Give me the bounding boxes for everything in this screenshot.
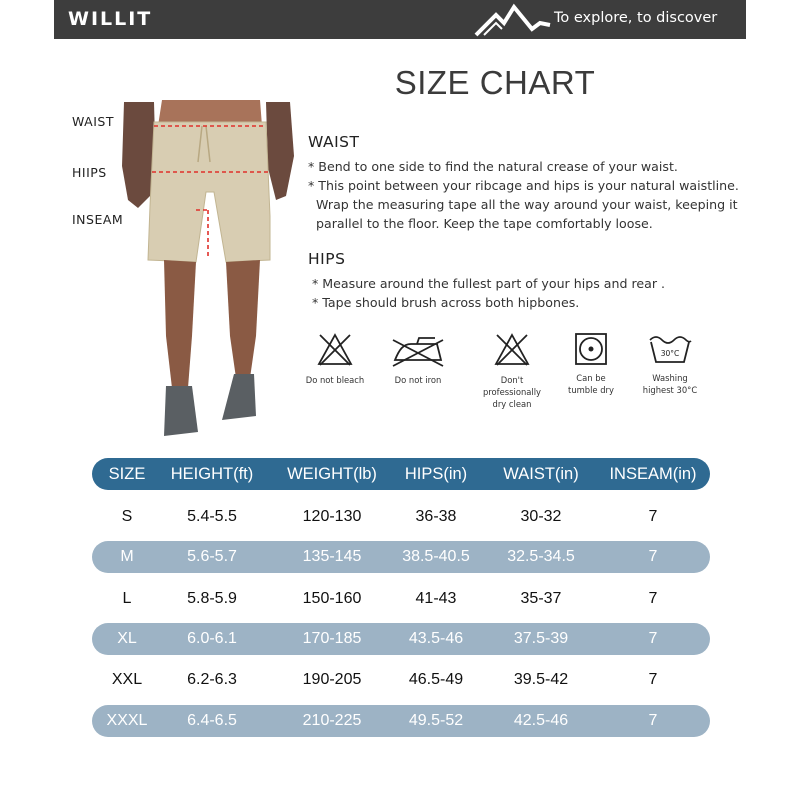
cell-size: M — [120, 548, 134, 565]
care-tumble-dry — [551, 332, 631, 396]
figure-label-inseam: INSEAM — [72, 212, 124, 227]
cell-inseam: 7 — [648, 548, 658, 565]
cell-hips: 41-43 — [415, 590, 457, 607]
cell-height: 6.2-6.3 — [187, 671, 237, 688]
waist-bullet-2: * This point between your ribcage and hips is your natural waistline. — [308, 178, 739, 193]
cell-inseam: 7 — [648, 671, 658, 688]
cell-waist: 32.5-34.5 — [507, 548, 575, 565]
cell-weight: 120-130 — [302, 508, 362, 525]
cell-hips: 49.5-52 — [408, 712, 464, 729]
cell-height: 5.8-5.9 — [187, 590, 237, 607]
cell-weight: 210-225 — [302, 712, 362, 729]
care-label-wash-1: Washing — [652, 373, 688, 383]
care-label-no-dry-clean-2: dry clean — [492, 399, 532, 409]
care-label-no-bleach: Do not bleach — [305, 375, 365, 385]
cell-height: 5.6-5.7 — [187, 548, 237, 565]
cell-height: 5.4-5.5 — [187, 508, 237, 525]
care-no-bleach — [295, 332, 375, 386]
cell-size: S — [121, 508, 133, 525]
no-dry-clean-icon — [494, 332, 530, 368]
col-header-hips: HIPS(in) — [404, 465, 468, 483]
wash-temp-label: 30°C — [660, 349, 680, 358]
care-no-dry-clean — [472, 332, 552, 410]
care-no-iron — [378, 332, 458, 386]
waist-bullet-2-cont: Wrap the measuring tape all the way around your waist, keeping it — [316, 197, 738, 212]
col-header-inseam: INSEAM(in) — [609, 465, 697, 483]
cell-height: 6.4-6.5 — [187, 712, 237, 729]
hips-bullet-1: * Measure around the fullest part of your hips and rear . — [312, 276, 666, 291]
table-row-m — [92, 541, 710, 573]
no-bleach-icon — [317, 332, 353, 368]
cell-hips: 46.5-49 — [408, 671, 464, 688]
cell-inseam: 7 — [648, 712, 658, 729]
cell-waist: 35-37 — [520, 590, 562, 607]
waist-heading: WAIST — [308, 133, 360, 151]
col-header-waist: WAIST(in) — [503, 465, 579, 483]
care-label-no-dry-clean-1: Don't professionally — [482, 375, 542, 397]
cell-waist: 42.5-46 — [513, 712, 569, 729]
figure-label-waist: WAIST — [72, 114, 114, 129]
table-row-l — [92, 583, 710, 615]
cell-waist: 39.5-42 — [513, 671, 569, 688]
cell-waist: 37.5-39 — [513, 630, 569, 647]
cell-weight: 190-205 — [302, 671, 362, 688]
model-figure — [110, 96, 310, 446]
figure-label-hips: HIIPS — [72, 165, 107, 180]
table-row-s — [92, 501, 710, 533]
cell-height: 6.0-6.1 — [187, 630, 237, 647]
col-header-height: HEIGHT(ft) — [170, 465, 254, 483]
wash-30-icon — [647, 332, 693, 366]
waist-bullet-1: * Bend to one side to find the natural crease of your waist. — [308, 159, 678, 174]
cell-size: L — [122, 590, 132, 607]
no-iron-icon — [389, 332, 447, 368]
cell-hips: 43.5-46 — [408, 630, 464, 647]
care-label-wash-2: highest 30°C — [642, 385, 698, 395]
hips-bullet-2: * Tape should brush across both hipbones. — [312, 295, 580, 310]
cell-inseam: 7 — [648, 590, 658, 607]
cell-weight: 135-145 — [302, 548, 362, 565]
page-title: SIZE CHART — [394, 64, 596, 101]
waist-bullet-2-cont2: parallel to the floor. Keep the tape comfortably loose. — [316, 216, 653, 231]
tagline: To explore, to discover — [554, 10, 718, 26]
care-label-no-iron: Do not iron — [394, 375, 442, 385]
care-label-tumble-dry-2: tumble dry — [568, 385, 614, 395]
brand-logo: WILLIT — [68, 8, 153, 30]
cell-inseam: 7 — [648, 508, 658, 525]
col-header-weight: WEIGHT(lb) — [287, 465, 377, 483]
cell-waist: 30-32 — [520, 508, 562, 525]
size-table-header — [92, 458, 710, 490]
care-label-tumble-dry-1: Can be — [576, 373, 606, 383]
table-row-xxl — [92, 664, 710, 696]
cell-weight: 150-160 — [302, 590, 362, 607]
col-header-size: SIZE — [108, 465, 146, 483]
cell-inseam: 7 — [648, 630, 658, 647]
table-row-xxxl — [92, 705, 710, 737]
cell-hips: 36-38 — [415, 508, 457, 525]
care-wash-30 — [630, 332, 710, 396]
cell-size: XXXL — [106, 712, 148, 729]
table-row-xl — [92, 623, 710, 655]
cell-hips: 38.5-40.5 — [402, 548, 470, 565]
cell-size: XL — [117, 630, 137, 647]
tumble-dry-icon — [574, 332, 608, 366]
header-bar — [54, 0, 746, 39]
cell-size: XXL — [111, 671, 143, 688]
cell-weight: 170-185 — [302, 630, 362, 647]
hips-heading: HIPS — [308, 250, 346, 268]
